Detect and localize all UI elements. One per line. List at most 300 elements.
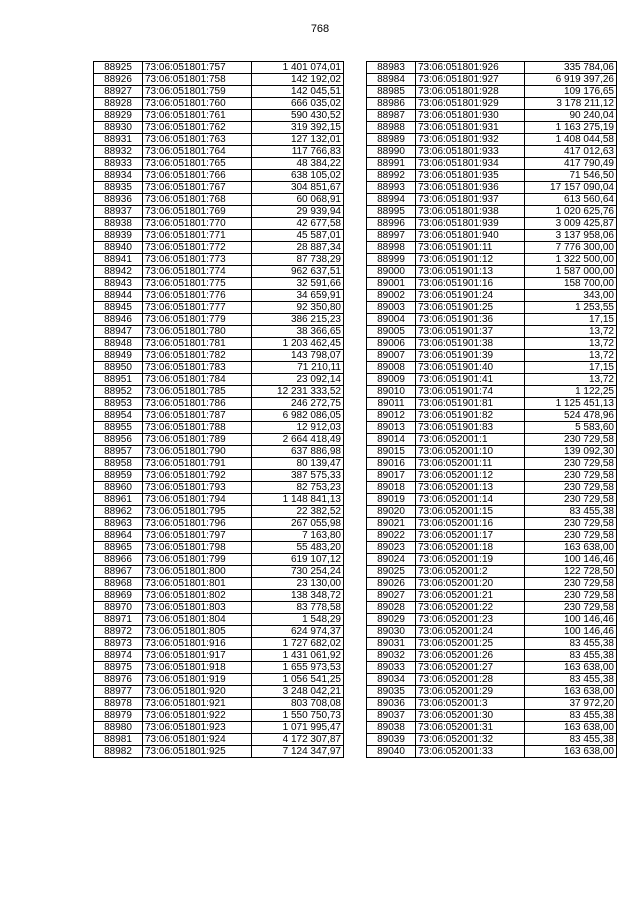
table-row	[367, 218, 617, 230]
cadastral-value: 83 455,38	[525, 674, 617, 686]
cadastral-number: 73:06:051801:792	[143, 470, 252, 482]
cadastral-number: 73:06:052001:20	[416, 578, 525, 590]
cadastral-number: 73:06:051901:24	[416, 290, 525, 302]
cadastral-value: 304 851,67	[252, 182, 344, 194]
row-number: 89012	[367, 410, 416, 422]
table-row	[367, 638, 617, 650]
cadastral-number: 73:06:051901:37	[416, 326, 525, 338]
cadastral-number: 73:06:051801:918	[143, 662, 252, 674]
row-number: 88931	[94, 134, 143, 146]
cadastral-number: 73:06:051901:81	[416, 398, 525, 410]
row-number: 89021	[367, 518, 416, 530]
table-row	[367, 530, 617, 542]
cadastral-number: 73:06:052001:18	[416, 542, 525, 554]
cadastral-value: 142 192,02	[252, 74, 344, 86]
table-row	[94, 290, 344, 302]
cadastral-value: 2 664 418,49	[252, 434, 344, 446]
cadastral-number: 73:06:052001:12	[416, 470, 525, 482]
cadastral-number: 73:06:051801:799	[143, 554, 252, 566]
table-row	[94, 530, 344, 542]
table-row	[94, 698, 344, 710]
cadastral-number: 73:06:051801:917	[143, 650, 252, 662]
cadastral-number: 73:06:051801:775	[143, 278, 252, 290]
cadastral-number: 73:06:051801:790	[143, 446, 252, 458]
row-number: 89019	[367, 494, 416, 506]
cadastral-value: 4 172 307,87	[252, 734, 344, 746]
cadastral-number: 73:06:051801:759	[143, 86, 252, 98]
table-row	[94, 170, 344, 182]
row-number: 88982	[94, 746, 143, 758]
cadastral-number: 73:06:052001:27	[416, 662, 525, 674]
table-row	[367, 722, 617, 734]
table-row	[367, 122, 617, 134]
table-row	[94, 122, 344, 134]
row-number: 88987	[367, 110, 416, 122]
table-row	[367, 158, 617, 170]
cadastral-value: 38 366,65	[252, 326, 344, 338]
row-number: 89031	[367, 638, 416, 650]
table-row	[367, 458, 617, 470]
row-number: 88988	[367, 122, 416, 134]
cadastral-value: 83 455,38	[525, 506, 617, 518]
table-row	[367, 566, 617, 578]
cadastral-value: 83 455,38	[525, 710, 617, 722]
table-row	[367, 206, 617, 218]
row-number: 88981	[94, 734, 143, 746]
cadastral-value: 158 700,00	[525, 278, 617, 290]
cadastral-number: 73:06:051801:933	[416, 146, 525, 158]
cadastral-value: 13,72	[525, 326, 617, 338]
table-row	[367, 506, 617, 518]
cadastral-number: 73:06:051801:768	[143, 194, 252, 206]
cadastral-number: 73:06:051801:921	[143, 698, 252, 710]
row-number: 88986	[367, 98, 416, 110]
cadastral-number: 73:06:051801:771	[143, 230, 252, 242]
row-number: 88950	[94, 362, 143, 374]
row-number: 88995	[367, 206, 416, 218]
row-number: 88962	[94, 506, 143, 518]
cadastral-value: 32 591,66	[252, 278, 344, 290]
table-row	[367, 302, 617, 314]
cadastral-number: 73:06:051801:779	[143, 314, 252, 326]
cadastral-value: 83 778,58	[252, 602, 344, 614]
table-row	[367, 350, 617, 362]
table-row	[94, 722, 344, 734]
row-number: 88925	[94, 62, 143, 74]
cadastral-value: 590 430,52	[252, 110, 344, 122]
cadastral-number: 73:06:051801:785	[143, 386, 252, 398]
row-number: 89013	[367, 422, 416, 434]
cadastral-value: 319 392,15	[252, 122, 344, 134]
table-row	[367, 170, 617, 182]
cadastral-value: 12 231 333,52	[252, 386, 344, 398]
cadastral-value: 29 939,94	[252, 206, 344, 218]
table-row	[367, 74, 617, 86]
table-row	[367, 326, 617, 338]
row-number: 88992	[367, 170, 416, 182]
cadastral-value: 139 092,30	[525, 446, 617, 458]
row-number: 88989	[367, 134, 416, 146]
cadastral-number: 73:06:051901:13	[416, 266, 525, 278]
cadastral-value: 1 727 682,02	[252, 638, 344, 650]
row-number: 88928	[94, 98, 143, 110]
row-number: 88993	[367, 182, 416, 194]
cadastral-number: 73:06:051801:791	[143, 458, 252, 470]
table-row	[94, 626, 344, 638]
cadastral-number: 73:06:052001:10	[416, 446, 525, 458]
row-number: 88941	[94, 254, 143, 266]
row-number: 88943	[94, 278, 143, 290]
cadastral-number: 73:06:051801:773	[143, 254, 252, 266]
row-number: 89008	[367, 362, 416, 374]
cadastral-value: 55 483,20	[252, 542, 344, 554]
cadastral-value: 387 575,33	[252, 470, 344, 482]
cadastral-value: 82 753,23	[252, 482, 344, 494]
row-number: 88949	[94, 350, 143, 362]
cadastral-number: 73:06:051801:787	[143, 410, 252, 422]
table-row	[94, 494, 344, 506]
row-number: 88951	[94, 374, 143, 386]
table-row	[367, 698, 617, 710]
cadastral-value: 417 012,63	[525, 146, 617, 158]
table-row	[367, 674, 617, 686]
row-number: 89035	[367, 686, 416, 698]
table-row	[94, 74, 344, 86]
row-number: 88971	[94, 614, 143, 626]
row-number: 88927	[94, 86, 143, 98]
row-number: 88978	[94, 698, 143, 710]
cadastral-value: 230 729,58	[525, 482, 617, 494]
cadastral-number: 73:06:051901:74	[416, 386, 525, 398]
cadastral-number: 73:06:051801:939	[416, 218, 525, 230]
cadastral-number: 73:06:051801:761	[143, 110, 252, 122]
table-row	[94, 410, 344, 422]
cadastral-number: 73:06:051801:776	[143, 290, 252, 302]
table-row	[94, 746, 344, 758]
cadastral-number: 73:06:051801:770	[143, 218, 252, 230]
row-number: 88945	[94, 302, 143, 314]
table-row	[367, 710, 617, 722]
cadastral-number: 73:06:051801:795	[143, 506, 252, 518]
cadastral-number: 73:06:051801:764	[143, 146, 252, 158]
row-number: 88963	[94, 518, 143, 530]
cadastral-number: 73:06:052001:25	[416, 638, 525, 650]
cadastral-value: 90 240,04	[525, 110, 617, 122]
row-number: 88938	[94, 218, 143, 230]
cadastral-value: 80 139,47	[252, 458, 344, 470]
cadastral-value: 163 638,00	[525, 542, 617, 554]
cadastral-value: 666 035,02	[252, 98, 344, 110]
cadastral-value: 1 548,29	[252, 614, 344, 626]
cadastral-number: 73:06:051801:788	[143, 422, 252, 434]
cadastral-number: 73:06:052001:3	[416, 698, 525, 710]
cadastral-value: 48 384,22	[252, 158, 344, 170]
row-number: 88966	[94, 554, 143, 566]
cadastral-number: 73:06:051801:920	[143, 686, 252, 698]
cadastral-value: 1 408 044,58	[525, 134, 617, 146]
row-number: 88948	[94, 338, 143, 350]
row-number: 89024	[367, 554, 416, 566]
cadastral-number: 73:06:051801:789	[143, 434, 252, 446]
row-number: 89030	[367, 626, 416, 638]
cadastral-value: 524 478,96	[525, 410, 617, 422]
left-table-body	[94, 62, 344, 758]
table-row	[367, 338, 617, 350]
cadastral-value: 1 020 625,76	[525, 206, 617, 218]
cadastral-value: 230 729,58	[525, 578, 617, 590]
row-number: 89002	[367, 290, 416, 302]
cadastral-value: 117 766,83	[252, 146, 344, 158]
cadastral-value: 417 790,49	[525, 158, 617, 170]
table-row	[367, 242, 617, 254]
cadastral-value: 1 322 500,00	[525, 254, 617, 266]
cadastral-number: 73:06:052001:23	[416, 614, 525, 626]
cadastral-value: 28 887,34	[252, 242, 344, 254]
table-row	[367, 470, 617, 482]
cadastral-value: 13,72	[525, 350, 617, 362]
cadastral-value: 23 130,00	[252, 578, 344, 590]
cadastral-number: 73:06:051801:924	[143, 734, 252, 746]
cadastral-value: 100 146,46	[525, 614, 617, 626]
cadastral-number: 73:06:052001:24	[416, 626, 525, 638]
row-number: 88977	[94, 686, 143, 698]
cadastral-value: 1 148 841,13	[252, 494, 344, 506]
row-number: 89028	[367, 602, 416, 614]
row-number: 88970	[94, 602, 143, 614]
row-number: 89001	[367, 278, 416, 290]
row-number: 89000	[367, 266, 416, 278]
cadastral-number: 73:06:051801:936	[416, 182, 525, 194]
cadastral-number: 73:06:051901:40	[416, 362, 525, 374]
cadastral-number: 73:06:052001:2	[416, 566, 525, 578]
row-number: 89039	[367, 734, 416, 746]
cadastral-value: 42 677,58	[252, 218, 344, 230]
cadastral-value: 1 163 275,19	[525, 122, 617, 134]
table-row	[367, 482, 617, 494]
cadastral-value: 22 382,52	[252, 506, 344, 518]
cadastral-number: 73:06:052001:22	[416, 602, 525, 614]
cadastral-number: 73:06:052001:29	[416, 686, 525, 698]
cadastral-value: 100 146,46	[525, 554, 617, 566]
row-number: 89040	[367, 746, 416, 758]
cadastral-number: 73:06:052001:11	[416, 458, 525, 470]
cadastral-value: 3 137 958,06	[525, 230, 617, 242]
row-number: 88934	[94, 170, 143, 182]
cadastral-value: 17 157 090,04	[525, 182, 617, 194]
row-number: 88998	[367, 242, 416, 254]
table-row	[94, 206, 344, 218]
row-number: 89023	[367, 542, 416, 554]
row-number: 89034	[367, 674, 416, 686]
row-number: 88961	[94, 494, 143, 506]
table-row	[367, 686, 617, 698]
cadastral-number: 73:06:051801:762	[143, 122, 252, 134]
row-number: 89005	[367, 326, 416, 338]
table-row	[367, 734, 617, 746]
table-row	[367, 110, 617, 122]
cadastral-number: 73:06:051801:757	[143, 62, 252, 74]
table-row	[367, 446, 617, 458]
row-number: 88939	[94, 230, 143, 242]
cadastral-value: 803 708,08	[252, 698, 344, 710]
cadastral-value: 386 215,23	[252, 314, 344, 326]
cadastral-number: 73:06:051801:804	[143, 614, 252, 626]
table-row	[94, 506, 344, 518]
row-number: 89038	[367, 722, 416, 734]
table-row	[94, 578, 344, 590]
table-row	[94, 242, 344, 254]
row-number: 88957	[94, 446, 143, 458]
row-number: 88997	[367, 230, 416, 242]
cadastral-value: 230 729,58	[525, 434, 617, 446]
table-row	[94, 350, 344, 362]
right-register-table	[366, 61, 617, 758]
cadastral-number: 73:06:051801:803	[143, 602, 252, 614]
table-row	[367, 146, 617, 158]
table-row	[94, 266, 344, 278]
row-number: 89015	[367, 446, 416, 458]
table-row	[367, 182, 617, 194]
table-row	[367, 602, 617, 614]
row-number: 88984	[367, 74, 416, 86]
cadastral-number: 73:06:052001:31	[416, 722, 525, 734]
table-row	[367, 290, 617, 302]
row-number: 89009	[367, 374, 416, 386]
cadastral-number: 73:06:052001:30	[416, 710, 525, 722]
table-row	[367, 62, 617, 74]
cadastral-value: 163 638,00	[525, 686, 617, 698]
cadastral-value: 619 107,12	[252, 554, 344, 566]
cadastral-number: 73:06:051801:767	[143, 182, 252, 194]
cadastral-number: 73:06:051801:805	[143, 626, 252, 638]
table-row	[367, 626, 617, 638]
row-number: 89032	[367, 650, 416, 662]
row-number: 88976	[94, 674, 143, 686]
row-number: 88994	[367, 194, 416, 206]
cadastral-value: 60 068,91	[252, 194, 344, 206]
cadastral-value: 1 122,25	[525, 386, 617, 398]
cadastral-value: 142 045,51	[252, 86, 344, 98]
cadastral-value: 127 132,01	[252, 134, 344, 146]
cadastral-number: 73:06:051901:12	[416, 254, 525, 266]
cadastral-value: 71 210,11	[252, 362, 344, 374]
row-number: 88946	[94, 314, 143, 326]
cadastral-value: 163 638,00	[525, 722, 617, 734]
cadastral-value: 7 124 347,97	[252, 746, 344, 758]
table-row	[94, 566, 344, 578]
table-row	[94, 518, 344, 530]
cadastral-value: 83 455,38	[525, 650, 617, 662]
row-number: 89029	[367, 614, 416, 626]
table-row	[94, 194, 344, 206]
cadastral-value: 613 560,64	[525, 194, 617, 206]
table-row	[367, 410, 617, 422]
row-number: 88964	[94, 530, 143, 542]
cadastral-number: 73:06:051801:800	[143, 566, 252, 578]
cadastral-value: 1 431 061,92	[252, 650, 344, 662]
table-row	[367, 554, 617, 566]
cadastral-number: 73:06:051801:766	[143, 170, 252, 182]
cadastral-number: 73:06:051801:793	[143, 482, 252, 494]
cadastral-value: 83 455,38	[525, 638, 617, 650]
cadastral-value: 71 546,50	[525, 170, 617, 182]
cadastral-number: 73:06:051801:769	[143, 206, 252, 218]
cadastral-value: 12 912,03	[252, 422, 344, 434]
cadastral-value: 1 071 995,47	[252, 722, 344, 734]
cadastral-number: 73:06:051801:782	[143, 350, 252, 362]
table-row	[94, 302, 344, 314]
row-number: 88967	[94, 566, 143, 578]
table-row	[94, 614, 344, 626]
cadastral-value: 343,00	[525, 290, 617, 302]
table-row	[367, 494, 617, 506]
cadastral-number: 73:06:051801:784	[143, 374, 252, 386]
table-row	[367, 266, 617, 278]
cadastral-value: 267 055,98	[252, 518, 344, 530]
table-row	[367, 650, 617, 662]
row-number: 88960	[94, 482, 143, 494]
cadastral-number: 73:06:051801:930	[416, 110, 525, 122]
cadastral-value: 87 738,29	[252, 254, 344, 266]
cadastral-value: 230 729,58	[525, 494, 617, 506]
cadastral-value: 34 659,91	[252, 290, 344, 302]
row-number: 88947	[94, 326, 143, 338]
table-row	[94, 86, 344, 98]
cadastral-value: 17,15	[525, 362, 617, 374]
table-row	[94, 734, 344, 746]
cadastral-value: 45 587,01	[252, 230, 344, 242]
table-row	[367, 542, 617, 554]
table-row	[94, 278, 344, 290]
table-row	[94, 602, 344, 614]
row-number: 88965	[94, 542, 143, 554]
cadastral-value: 7 163,80	[252, 530, 344, 542]
table-row	[94, 674, 344, 686]
row-number: 88933	[94, 158, 143, 170]
cadastral-value: 637 886,98	[252, 446, 344, 458]
table-row	[367, 422, 617, 434]
table-row	[367, 314, 617, 326]
row-number: 88996	[367, 218, 416, 230]
cadastral-number: 73:06:051801:931	[416, 122, 525, 134]
cadastral-number: 73:06:051901:11	[416, 242, 525, 254]
cadastral-value: 246 272,75	[252, 398, 344, 410]
cadastral-number: 73:06:051901:39	[416, 350, 525, 362]
table-row	[94, 230, 344, 242]
table-row	[367, 434, 617, 446]
table-row	[367, 746, 617, 758]
cadastral-number: 73:06:051801:774	[143, 266, 252, 278]
cadastral-value: 163 638,00	[525, 662, 617, 674]
right-table-body	[367, 62, 617, 758]
row-number: 88999	[367, 254, 416, 266]
row-number: 88942	[94, 266, 143, 278]
cadastral-number: 73:06:051801:927	[416, 74, 525, 86]
row-number: 88930	[94, 122, 143, 134]
row-number: 88974	[94, 650, 143, 662]
row-number: 89020	[367, 506, 416, 518]
cadastral-number: 73:06:051801:781	[143, 338, 252, 350]
cadastral-number: 73:06:052001:13	[416, 482, 525, 494]
cadastral-number: 73:06:051901:83	[416, 422, 525, 434]
table-row	[367, 134, 617, 146]
table-row	[94, 254, 344, 266]
cadastral-number: 73:06:052001:26	[416, 650, 525, 662]
table-row	[94, 650, 344, 662]
row-number: 88926	[94, 74, 143, 86]
cadastral-value: 3 178 211,12	[525, 98, 617, 110]
cadastral-number: 73:06:051901:82	[416, 410, 525, 422]
